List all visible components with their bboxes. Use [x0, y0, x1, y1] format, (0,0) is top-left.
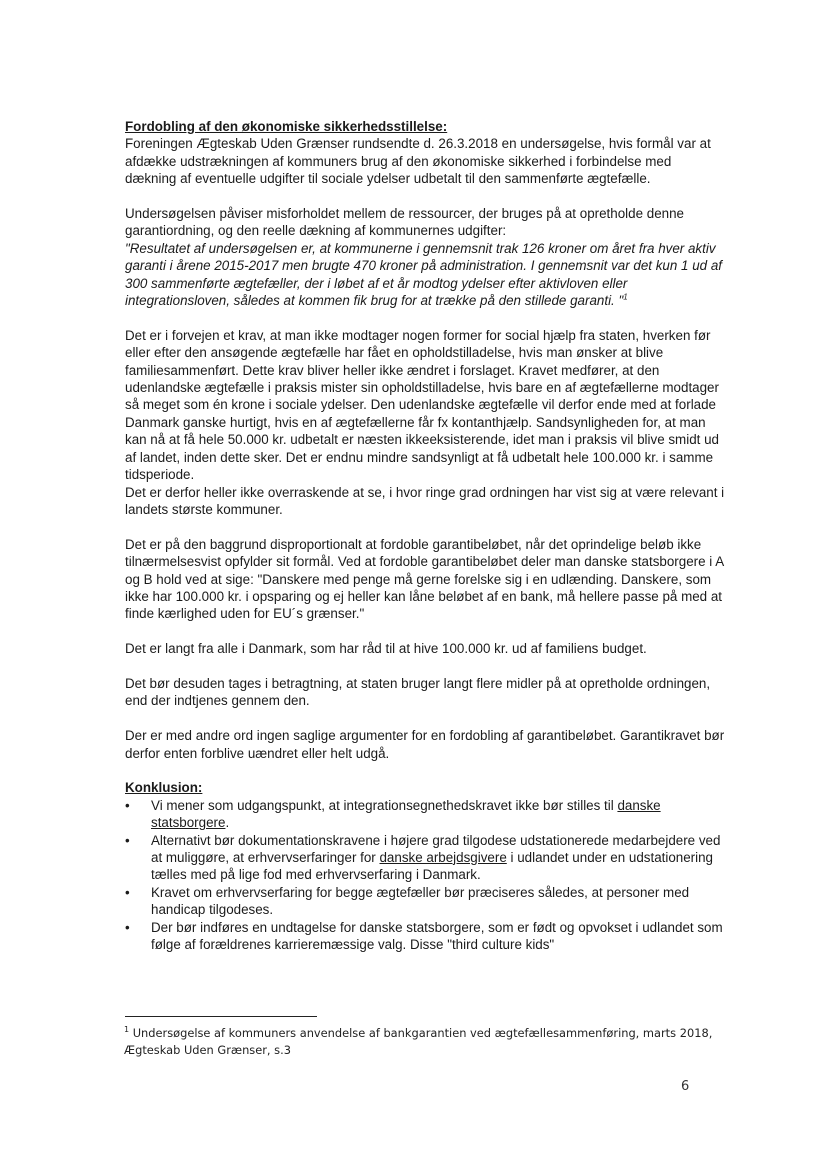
- conclusion-list: [125, 797, 725, 954]
- paragraph-intro: Foreningen Ægteskab Uden Grænser rundsendte d. 26.3.2018 en undersøgelse, hvis formål var at afdække udstrækningen af kommuners brug af den økonomiske sikkerhed i forbindelse med dækning af eventuelle udgifter til sociale ydelser udbetalt til den sammenførte ægtefælle.: [125, 136, 711, 187]
- bullet-icon: •: [125, 919, 130, 935]
- footnote-separator: [125, 1016, 317, 1017]
- list-item-text: Vi mener som udgangspunkt, at integrationsegnethedskravet ikke bør stilles til: [151, 797, 618, 813]
- section-heading: Fordobling af den økonomiske sikkerhedsstillelse:: [125, 119, 448, 134]
- list-item-text: Der bør indføres en undtagelse for danske statsborgere, som er født og opvokset i udlandet som følge af forældrenes karrieremæssige valg. Disse "third culture kids": [151, 919, 723, 952]
- block-quote: [125, 240, 725, 310]
- bullet-icon: •: [125, 832, 130, 848]
- list-item-text-end: i udlandet under en udstationering tælles med på lige fod med erhvervserfaring i Danmark.: [151, 849, 714, 883]
- list-item: [125, 884, 725, 919]
- list-item: [125, 797, 725, 832]
- bullet-icon: •: [125, 884, 130, 900]
- paragraph-no-arguments: Der er med andre ord ingen saglige argumenter for en fordobling af garantibeløbet. Garantikravet bør derfor enten forblive uændret eller helt udgå.: [125, 728, 725, 761]
- list-item-text: Alternativt bør dokumentationskravene i højere grad tilgodese udstationerede medarbejdere ved at muliggøre, at erhvervserfaringer for: [151, 832, 721, 865]
- paragraph-state-costs: Det bør desuden tages i betragtning, at staten bruger langt flere midler på at opretholde ordningen, end der indtjenes gennem den.: [125, 675, 711, 709]
- underlined-term: danske statsborgere: [151, 797, 661, 831]
- page-body: [125, 118, 725, 953]
- underlined-term: danske arbejdsgivere: [379, 849, 507, 865]
- paragraph-budget: Det er langt fra alle i Danmark, som har råd til at hive 100.000 kr. ud af familiens budget.: [125, 641, 647, 657]
- paragraph-disproportion: Det er på den baggrund disproportionalt at fordoble garantibeløbet, når det oprindelige beløb ikke tilnærmelsesvist opfylder sit formål. Ved at fordoble garantibeløbet deler man danske statsborgere i A og B hold ved at sige: "Danskere med penge må gerne forelske sig i en udlænding. Danskere, som ikke har 100.000 kr. i opsparing og ej heller kan låne beløbet af en bank, må hellere passe på med at finde kærlighed uden for EU´s grænser.": [125, 536, 724, 622]
- list-item: [125, 832, 725, 884]
- quote-text: "Resultatet af undersøgelsen er, at kommunerne i gennemsnit trak 126 kroner om året fra hver aktiv garanti i årene 2015-2017 men brugte 470 kroner på administration. I gennemsnit var det kun 1 ud af 300 sammenførte ægtefæller, der i løbet af et år modtog ydelser efter aktivloven eller integrationsloven, således at kommen fik brug for at trække på den stillede garanti. ": [125, 240, 723, 309]
- list-item-text-end: .: [225, 815, 230, 831]
- footnote-reference[interactable]: 1: [623, 292, 628, 302]
- footnote-text: Undersøgelse af kommuners anvendelse af bankgarantien ved ægtefællesammenføring, marts 2018, Ægteskab Uden Grænser, s.3: [124, 1026, 713, 1057]
- list-item-text: Kravet om erhvervserfaring for begge ægtefæller bør præciseres således, at personer med handicap tilgodeses.: [151, 884, 690, 918]
- bullet-icon: •: [125, 797, 130, 813]
- page-number: 6: [681, 1079, 690, 1094]
- list-item: [125, 919, 725, 954]
- footnote: [124, 1025, 724, 1059]
- conclusion-heading: Konklusion:: [125, 780, 203, 796]
- paragraph-findings: Undersøgelsen påviser misforholdet mellem de ressourcer, der bruges på at opretholde denne garantiordning, og den reelle dækning af kommunernes udgifter:: [125, 206, 684, 239]
- paragraph-relevance: Det er derfor heller ikke overraskende at se, i hvor ringe grad ordningen har vist sig at være relevant i landets største kommuner.: [125, 484, 725, 517]
- paragraph-requirement: Det er i forvejen et krav, at man ikke modtager nogen former for social hjælp fra staten, hverken før eller efter den ansøgende ægtefælle har fået en opholdstilladelse, hvis man ønsker at blive familiesammenført. Dette krav bliver heller ikke ændret i forslaget. Kravet medfører, at den udenlandske ægtefælle i praksis mister sin opholdstilladelse, hvis bare en af ægtefællerne modtager så meget som én krone i sociale ydelser. Den udenlandske ægtefælle vil derfor ende med at forlade Danmark ganske hurtigt, hvis en af ægtefællerne får fx kontanthjælp. Sandsynligheden for, at man kan nå at få hele 50.000 kr. udbetalt er næsten ikkeeksisterende, idet man i praksis vil blive smidt ud af landet, inden dette sker. Det er endnu mindre sandsynligt at få udbetalt hele 100.000 kr. i samme tidsperiode.: [125, 327, 719, 483]
- footnote-number: 1: [124, 1025, 130, 1035]
